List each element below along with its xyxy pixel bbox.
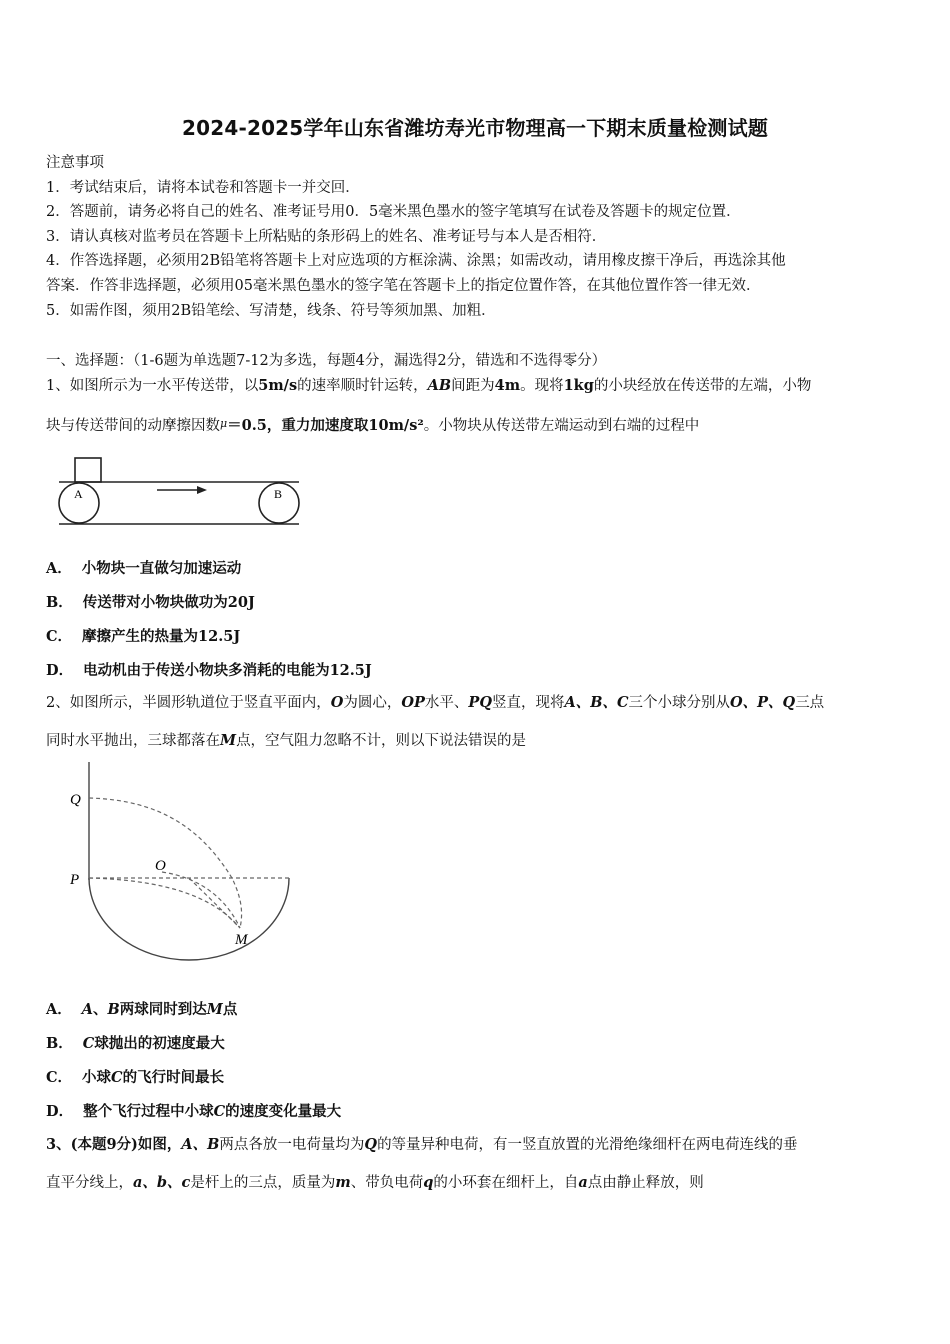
text-fragment: 竖直，现将 — [491, 695, 565, 711]
text-fragment: 。现将 — [520, 378, 564, 394]
text-fragment: 点 — [222, 1001, 238, 1018]
text-fragment: 3、(本题9分)如图， — [46, 1136, 182, 1153]
q1-option-c[interactable] — [46, 625, 240, 646]
text-fragment: 三个小球分别从 — [628, 695, 731, 711]
q2-option-c[interactable] — [46, 1066, 224, 1087]
q1-option-a[interactable] — [46, 557, 241, 578]
text-fragment: 是杆上的三点，质量为 — [190, 1175, 336, 1191]
text-fragment: 的飞行时间最长 — [122, 1069, 225, 1086]
question-1-stem — [46, 367, 908, 445]
text-fragment: OP — [401, 694, 425, 711]
label-m: M — [235, 932, 248, 948]
label-q: Q — [70, 792, 81, 808]
text-fragment: Q — [364, 1136, 378, 1153]
notice-item: 2．答题前，请务必将自己的姓名、准考证号用0．5毫米黑色墨水的签字笔填写在试卷及答题卡的规定位置． — [46, 204, 741, 221]
text-fragment: 小物块一直做匀加速运动 — [81, 560, 242, 577]
text-fragment: 。小物块从传送带左端运动到右端的过程中 — [423, 418, 700, 434]
notice-item: 1．考试结束后，请将本试卷和答题卡一并交回． — [46, 179, 360, 196]
direction-arrow-head — [197, 486, 207, 494]
text-fragment: C． — [46, 1069, 73, 1086]
text-fragment: q — [423, 1174, 434, 1191]
trajectory-from-p — [89, 878, 240, 928]
text-fragment: 10m/s² — [368, 417, 424, 434]
text-fragment: 块与传送带间的动摩擦因数 — [46, 418, 220, 434]
text-fragment: 两点各放一电荷量均为 — [219, 1137, 365, 1153]
text-fragment: 的速度变化量最大 — [225, 1103, 342, 1120]
text-fragment: 两球同时到达 — [119, 1001, 207, 1018]
notice-item: 答案．作答非选择题，必须用05毫米黑色墨水的签字笔在答题卡上的指定位置作答，在其他位置作答一律无效． — [46, 277, 761, 294]
conveyor-belt-figure — [55, 452, 305, 532]
text-fragment: 水平、 — [424, 695, 469, 711]
text-fragment: 的小块经放在传送带的左端，小物 — [593, 378, 812, 394]
text-fragment: B． — [46, 1035, 73, 1052]
text-fragment: A． — [46, 1001, 72, 1018]
text-fragment: 点由静止释放，则 — [587, 1175, 704, 1191]
text-fragment: B — [107, 1001, 120, 1018]
text-fragment: 5m/s — [258, 377, 298, 394]
text-fragment: 点，空气阻力忽略不计，则以下说法错误的是 — [236, 733, 527, 749]
text-fragment: 同时水平抛出，三球都落在 — [46, 733, 220, 749]
text-fragment: 4m — [494, 377, 521, 394]
notice-item: 4．作答选择题，必须用2B铅笔将答题卡上对应选项的方框涂满、涂黑；如需改动，请用橡皮擦干净后，再选涂其他 — [46, 253, 786, 270]
text-fragment: ＝0.5，重力加速度取 — [227, 417, 369, 434]
text-fragment: B． — [46, 594, 73, 611]
text-fragment: 三点 — [795, 695, 825, 711]
text-fragment: D． — [46, 662, 74, 679]
text-fragment: 电动机由于传送小物块多消耗的电能为12.5J — [83, 662, 372, 679]
text-fragment: 、 — [93, 1001, 108, 1018]
q1-option-b[interactable] — [46, 591, 255, 612]
question-2-stem — [46, 684, 908, 760]
notice-item: 5．如需作图，须用2B铅笔绘、写清楚，线条、符号等须加黑、加粗． — [46, 302, 496, 319]
notice-item: 3．请认真核对监考员在答题卡上所粘贴的条形码上的姓名、准考证号与本人是否相符． — [46, 228, 607, 245]
semicircle-track-figure — [62, 760, 292, 965]
text-fragment: C — [111, 1069, 123, 1086]
text-fragment: C — [82, 1035, 95, 1052]
text-fragment: 直平分线上， — [46, 1175, 133, 1191]
trajectory-from-o — [162, 872, 240, 928]
q2-option-b[interactable] — [46, 1032, 225, 1053]
block — [75, 458, 101, 482]
text-fragment: 整个飞行过程中小球 — [83, 1103, 214, 1120]
semicircle-track — [89, 878, 289, 960]
q2-option-d[interactable] — [46, 1100, 341, 1121]
label-a: A — [74, 487, 83, 501]
text-fragment: PQ — [468, 694, 492, 711]
notice-heading: 注意事项 — [46, 155, 104, 171]
question-3-stem — [46, 1126, 908, 1202]
text-fragment: AB — [427, 377, 452, 394]
notice-block — [46, 151, 908, 323]
text-fragment: a — [578, 1174, 588, 1191]
text-fragment: 1kg — [563, 377, 594, 394]
page-title: 2024-2025学年山东省潍坊寿光市物理高一下期末质量检测试题 — [181, 116, 769, 140]
text-fragment: C — [213, 1103, 226, 1120]
text-fragment: A — [81, 1001, 94, 1018]
text-fragment: D． — [46, 1103, 74, 1120]
text-fragment: 传送带对小物块做功为20J — [82, 594, 255, 611]
text-fragment: A、B、C — [564, 694, 629, 711]
text-fragment: μ — [220, 417, 228, 430]
q2-option-a[interactable] — [46, 998, 237, 1019]
text-fragment: 小球 — [82, 1069, 112, 1086]
text-fragment: 1、如图所示为一水平传送带，以 — [46, 378, 259, 394]
text-fragment: 、带负电荷 — [350, 1175, 424, 1191]
text-fragment: C． — [46, 628, 73, 645]
label-b: B — [274, 487, 283, 501]
text-fragment: 2、如图所示，半圆形轨道位于竖直平面内， — [46, 695, 331, 711]
text-fragment: A、B — [181, 1136, 220, 1153]
text-fragment: 的小环套在细杆上，自 — [433, 1175, 579, 1191]
text-fragment: 的速率顺时针运转， — [297, 378, 428, 394]
label-p: P — [70, 872, 80, 888]
section-heading: 一、选择题：（1-6题为单选题7-12为多选，每题4分，漏选得2分，错选和不选得零分） — [46, 353, 607, 369]
label-o: O — [155, 858, 166, 874]
text-fragment: a、b、c — [133, 1174, 191, 1191]
text-fragment: 球抛出的初速度最大 — [94, 1035, 225, 1052]
q1-option-d[interactable] — [46, 659, 372, 680]
radius-om — [189, 878, 240, 928]
text-fragment: 的等量异种电荷，有一竖直放置的光滑绝缘细杆在两电荷连线的垂 — [377, 1137, 798, 1153]
text-fragment: m — [335, 1174, 351, 1191]
text-fragment: 为圆心， — [343, 695, 402, 711]
text-fragment: O、P、Q — [730, 694, 796, 711]
text-fragment: M — [206, 1001, 223, 1018]
text-fragment: A． — [46, 560, 72, 577]
text-fragment: 摩擦产生的热量为12.5J — [82, 628, 241, 645]
text-fragment: O — [330, 694, 344, 711]
text-fragment: M — [220, 732, 237, 749]
text-fragment: 间距为 — [451, 378, 495, 394]
